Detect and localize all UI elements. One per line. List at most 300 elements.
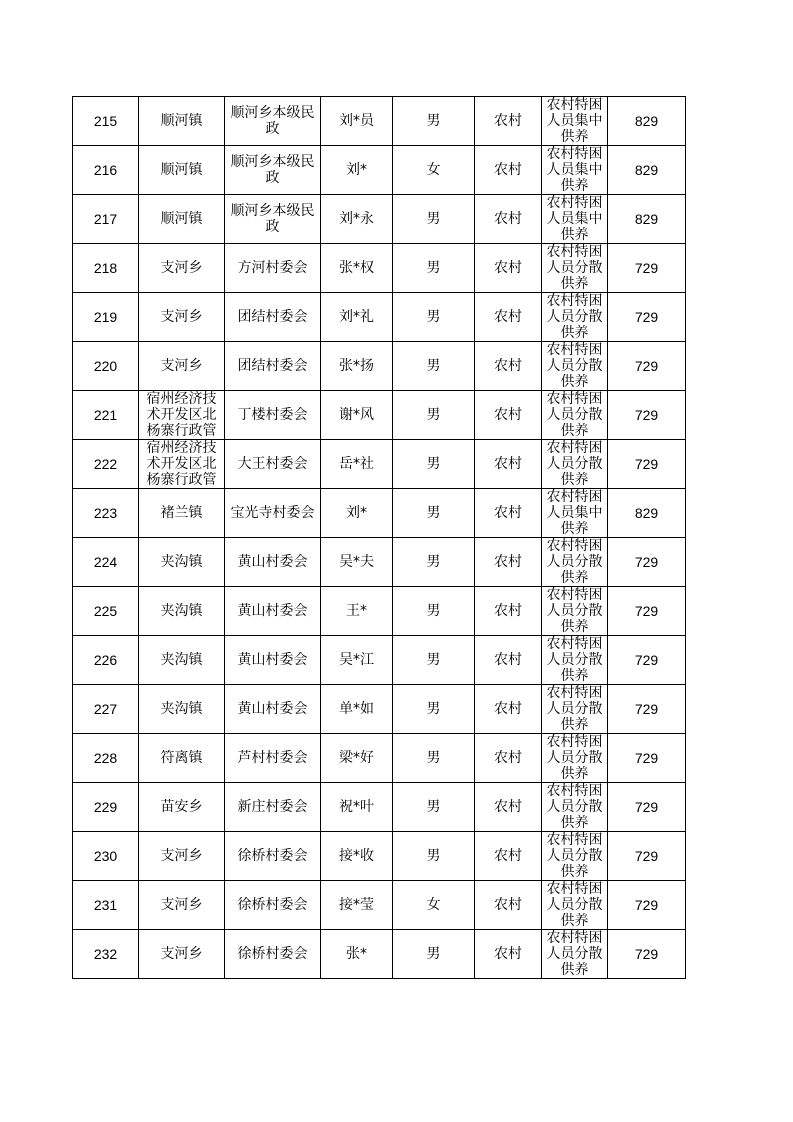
cell-amount-text: 729 (634, 554, 659, 570)
cell-village-unit-text: 芦村村委会 (237, 750, 308, 766)
cell-village-unit-text: 黄山村委会 (237, 701, 308, 717)
cell-town (139, 244, 225, 293)
cell-town-text: 夹沟镇 (160, 554, 203, 570)
cell-village-unit-text: 大王村委会 (237, 456, 308, 472)
cell-support-type-text: 农村特困人员分散供养 (546, 685, 603, 733)
cell-support-type (542, 293, 608, 342)
cell-amount-text: 729 (634, 358, 659, 374)
table-row (73, 293, 686, 342)
cell-village-unit-text: 顺河乡本级民政 (230, 154, 315, 186)
cell-town (139, 685, 225, 734)
table-row (73, 587, 686, 636)
cell-village-unit (225, 587, 321, 636)
cell-number (73, 195, 139, 244)
cell-area (475, 293, 542, 342)
cell-gender (393, 587, 475, 636)
cell-number (73, 244, 139, 293)
cell-number (73, 734, 139, 783)
cell-area (475, 930, 542, 979)
cell-village-unit-text: 徐桥村委会 (237, 848, 308, 864)
cell-amount-text: 729 (634, 701, 659, 717)
cell-number-text: 218 (93, 260, 118, 276)
cell-town (139, 832, 225, 881)
cell-amount (608, 832, 686, 881)
cell-gender-text: 男 (426, 505, 441, 521)
cell-number-text: 225 (93, 603, 118, 619)
cell-number-text: 220 (93, 358, 118, 374)
cell-area (475, 146, 542, 195)
cell-name (321, 881, 393, 930)
cell-amount (608, 195, 686, 244)
cell-name (321, 930, 393, 979)
cell-support-type-text: 农村特困人员分散供养 (546, 538, 603, 586)
cell-support-type (542, 342, 608, 391)
table-row (73, 391, 686, 440)
table-row (73, 881, 686, 930)
cell-area (475, 538, 542, 587)
cell-town-text: 褚兰镇 (160, 505, 203, 521)
cell-gender (393, 440, 475, 489)
cell-number (73, 342, 139, 391)
cell-name-text: 刘* (346, 162, 367, 178)
cell-name (321, 293, 393, 342)
cell-gender-text: 男 (426, 652, 441, 668)
cell-name (321, 244, 393, 293)
cell-number (73, 832, 139, 881)
cell-town (139, 538, 225, 587)
cell-town-text: 支河乡 (160, 897, 203, 913)
cell-amount-text: 729 (634, 848, 659, 864)
cell-town (139, 195, 225, 244)
cell-number-text: 227 (93, 701, 118, 717)
cell-number-text: 231 (93, 897, 118, 913)
cell-gender (393, 636, 475, 685)
cell-amount-text: 729 (634, 750, 659, 766)
cell-name-text: 岳*社 (339, 456, 374, 472)
cell-area-text: 农村 (494, 113, 522, 129)
cell-number (73, 538, 139, 587)
cell-amount (608, 685, 686, 734)
cell-name (321, 146, 393, 195)
cell-gender (393, 342, 475, 391)
cell-gender-text: 男 (426, 407, 441, 423)
cell-village-unit (225, 636, 321, 685)
cell-amount-text: 729 (634, 407, 659, 423)
cell-gender (393, 930, 475, 979)
cell-support-type (542, 244, 608, 293)
cell-area-text: 农村 (494, 162, 522, 178)
cell-name-text: 谢*风 (339, 407, 374, 423)
cell-town-text: 顺河镇 (160, 211, 203, 227)
cell-area (475, 783, 542, 832)
cell-town (139, 930, 225, 979)
cell-gender-text: 男 (426, 456, 441, 472)
cell-name (321, 342, 393, 391)
cell-number-text: 216 (93, 162, 118, 178)
cell-town-text: 支河乡 (160, 358, 203, 374)
cell-amount-text: 729 (634, 652, 659, 668)
table-row (73, 342, 686, 391)
cell-amount (608, 97, 686, 146)
cell-amount-text: 729 (634, 260, 659, 276)
cell-support-type (542, 97, 608, 146)
cell-town-text: 支河乡 (160, 946, 203, 962)
cell-town (139, 97, 225, 146)
cell-name (321, 832, 393, 881)
cell-village-unit (225, 538, 321, 587)
cell-number-text: 226 (93, 652, 118, 668)
cell-town (139, 440, 225, 489)
cell-area (475, 881, 542, 930)
cell-gender (393, 734, 475, 783)
cell-area-text: 农村 (494, 456, 522, 472)
cell-area-text: 农村 (494, 554, 522, 570)
cell-amount-text: 729 (634, 799, 659, 815)
cell-support-type-text: 农村特困人员分散供养 (546, 244, 603, 292)
table-row (73, 783, 686, 832)
cell-name-text: 接*莹 (339, 897, 374, 913)
cell-gender-text: 男 (426, 750, 441, 766)
cell-amount-text: 829 (634, 162, 659, 178)
cell-name (321, 587, 393, 636)
cell-village-unit-text: 黄山村委会 (237, 603, 308, 619)
cell-number-text: 224 (93, 554, 118, 570)
cell-name-text: 吴*江 (339, 652, 374, 668)
cell-name (321, 734, 393, 783)
cell-number-text: 229 (93, 799, 118, 815)
cell-area-text: 农村 (494, 652, 522, 668)
cell-village-unit (225, 293, 321, 342)
cell-town (139, 489, 225, 538)
cell-number-text: 232 (93, 946, 118, 962)
cell-area (475, 391, 542, 440)
cell-town (139, 342, 225, 391)
cell-number (73, 783, 139, 832)
cell-number-text: 222 (93, 456, 118, 472)
cell-village-unit (225, 440, 321, 489)
cell-support-type (542, 734, 608, 783)
cell-name-text: 接*收 (339, 848, 374, 864)
cell-village-unit-text: 丁楼村委会 (237, 407, 308, 423)
cell-number (73, 293, 139, 342)
cell-area-text: 农村 (494, 701, 522, 717)
beneficiary-table (72, 96, 686, 979)
cell-name-text: 刘*礼 (339, 309, 374, 325)
cell-name-text: 梁*好 (339, 750, 374, 766)
cell-town-text: 宿州经济技术开发区北杨寨行政管 (146, 440, 217, 488)
cell-support-type (542, 685, 608, 734)
table-row (73, 440, 686, 489)
cell-area (475, 244, 542, 293)
cell-village-unit (225, 734, 321, 783)
cell-town (139, 391, 225, 440)
cell-gender (393, 293, 475, 342)
cell-town (139, 783, 225, 832)
cell-name-text: 刘*永 (339, 211, 374, 227)
cell-gender-text: 男 (426, 358, 441, 374)
cell-number-text: 223 (93, 505, 118, 521)
cell-support-type-text: 农村特困人员分散供养 (546, 342, 603, 390)
cell-town (139, 146, 225, 195)
cell-number (73, 489, 139, 538)
cell-name-text: 张*权 (339, 260, 374, 276)
cell-amount (608, 783, 686, 832)
table-row (73, 146, 686, 195)
cell-village-unit (225, 97, 321, 146)
cell-gender (393, 538, 475, 587)
cell-support-type (542, 489, 608, 538)
cell-village-unit-text: 黄山村委会 (237, 652, 308, 668)
cell-gender-text: 男 (426, 554, 441, 570)
table-row (73, 97, 686, 146)
cell-area-text: 农村 (494, 309, 522, 325)
cell-gender (393, 832, 475, 881)
cell-village-unit (225, 244, 321, 293)
cell-amount-text: 729 (634, 897, 659, 913)
cell-village-unit (225, 832, 321, 881)
cell-area-text: 农村 (494, 848, 522, 864)
cell-town (139, 734, 225, 783)
cell-number (73, 97, 139, 146)
cell-number (73, 881, 139, 930)
cell-name (321, 685, 393, 734)
cell-area (475, 440, 542, 489)
cell-gender (393, 244, 475, 293)
cell-town (139, 636, 225, 685)
cell-name (321, 489, 393, 538)
cell-gender (393, 146, 475, 195)
cell-amount (608, 342, 686, 391)
cell-number-text: 221 (93, 407, 118, 423)
cell-name (321, 636, 393, 685)
cell-area-text: 农村 (494, 946, 522, 962)
cell-area-text: 农村 (494, 358, 522, 374)
cell-gender-text: 男 (426, 211, 441, 227)
cell-gender-text: 男 (426, 260, 441, 276)
cell-gender (393, 97, 475, 146)
cell-town-text: 顺河镇 (160, 113, 203, 129)
cell-town-text: 顺河镇 (160, 162, 203, 178)
cell-name (321, 783, 393, 832)
cell-area (475, 587, 542, 636)
cell-village-unit (225, 685, 321, 734)
cell-gender-text: 男 (426, 309, 441, 325)
table-row (73, 489, 686, 538)
cell-town (139, 293, 225, 342)
cell-number (73, 685, 139, 734)
cell-amount (608, 881, 686, 930)
cell-area (475, 636, 542, 685)
cell-support-type-text: 农村特困人员分散供养 (546, 440, 603, 488)
cell-area-text: 农村 (494, 505, 522, 521)
cell-gender (393, 881, 475, 930)
cell-area-text: 农村 (494, 211, 522, 227)
cell-support-type (542, 391, 608, 440)
cell-number-text: 230 (93, 848, 118, 864)
cell-number (73, 930, 139, 979)
cell-village-unit-text: 团结村委会 (237, 358, 308, 374)
cell-support-type (542, 195, 608, 244)
cell-amount-text: 729 (634, 309, 659, 325)
cell-area (475, 97, 542, 146)
cell-gender (393, 391, 475, 440)
cell-gender-text: 男 (426, 799, 441, 815)
cell-amount-text: 829 (634, 113, 659, 129)
cell-support-type-text: 农村特困人员分散供养 (546, 636, 603, 684)
cell-area-text: 农村 (494, 603, 522, 619)
cell-name-text: 祝*叶 (339, 799, 374, 815)
cell-town (139, 881, 225, 930)
table-row (73, 930, 686, 979)
cell-town-text: 支河乡 (160, 260, 203, 276)
cell-amount (608, 930, 686, 979)
cell-number (73, 391, 139, 440)
cell-amount-text: 729 (634, 456, 659, 472)
cell-name-text: 刘*员 (339, 113, 374, 129)
table-row (73, 685, 686, 734)
cell-support-type-text: 农村特困人员集中供养 (546, 146, 603, 194)
cell-name-text: 吴*夫 (339, 554, 374, 570)
cell-town-text: 苗安乡 (160, 799, 203, 815)
cell-village-unit (225, 489, 321, 538)
cell-gender (393, 489, 475, 538)
cell-town-text: 支河乡 (160, 848, 203, 864)
table-row (73, 832, 686, 881)
cell-village-unit-text: 徐桥村委会 (237, 897, 308, 913)
cell-support-type-text: 农村特困人员集中供养 (546, 195, 603, 243)
cell-amount (608, 146, 686, 195)
cell-area-text: 农村 (494, 799, 522, 815)
cell-amount-text: 829 (634, 505, 659, 521)
cell-support-type (542, 440, 608, 489)
cell-village-unit-text: 顺河乡本级民政 (230, 203, 315, 235)
cell-support-type-text: 农村特困人员分散供养 (546, 832, 603, 880)
cell-gender-text: 男 (426, 701, 441, 717)
cell-area-text: 农村 (494, 260, 522, 276)
cell-village-unit (225, 195, 321, 244)
cell-amount (608, 244, 686, 293)
cell-support-type (542, 930, 608, 979)
cell-support-type (542, 783, 608, 832)
cell-village-unit (225, 881, 321, 930)
cell-number-text: 228 (93, 750, 118, 766)
cell-name-text: 张* (346, 946, 367, 962)
cell-village-unit (225, 930, 321, 979)
cell-name (321, 391, 393, 440)
cell-number (73, 636, 139, 685)
cell-gender-text: 女 (426, 162, 441, 178)
cell-amount (608, 538, 686, 587)
cell-village-unit (225, 783, 321, 832)
cell-name-text: 张*扬 (339, 358, 374, 374)
cell-amount (608, 391, 686, 440)
cell-area (475, 342, 542, 391)
table-row (73, 538, 686, 587)
cell-support-type-text: 农村特困人员分散供养 (546, 881, 603, 929)
cell-amount-text: 729 (634, 946, 659, 962)
cell-support-type-text: 农村特困人员集中供养 (546, 97, 603, 145)
cell-area (475, 489, 542, 538)
cell-town-text: 夹沟镇 (160, 701, 203, 717)
cell-amount (608, 489, 686, 538)
cell-support-type (542, 587, 608, 636)
cell-support-type-text: 农村特困人员分散供养 (546, 391, 603, 439)
cell-town-text: 宿州经济技术开发区北杨寨行政管 (146, 391, 217, 439)
cell-gender-text: 男 (426, 113, 441, 129)
cell-number-text: 219 (93, 309, 118, 325)
table-row (73, 636, 686, 685)
cell-town-text: 夹沟镇 (160, 603, 203, 619)
cell-name-text: 刘* (346, 505, 367, 521)
cell-village-unit-text: 团结村委会 (237, 309, 308, 325)
cell-support-type (542, 832, 608, 881)
table-row (73, 244, 686, 293)
cell-name-text: 王* (346, 603, 367, 619)
cell-name (321, 195, 393, 244)
cell-gender (393, 783, 475, 832)
cell-name (321, 440, 393, 489)
cell-village-unit-text: 顺河乡本级民政 (230, 105, 315, 137)
cell-amount (608, 636, 686, 685)
cell-village-unit-text: 方河村委会 (237, 260, 308, 276)
cell-name (321, 538, 393, 587)
cell-area-text: 农村 (494, 897, 522, 913)
cell-amount (608, 734, 686, 783)
cell-support-type-text: 农村特困人员分散供养 (546, 783, 603, 831)
cell-gender (393, 195, 475, 244)
cell-town-text: 支河乡 (160, 309, 203, 325)
cell-town-text: 夹沟镇 (160, 652, 203, 668)
cell-amount-text: 729 (634, 603, 659, 619)
cell-village-unit (225, 391, 321, 440)
cell-village-unit-text: 宝光寺村委会 (230, 505, 315, 521)
cell-village-unit (225, 342, 321, 391)
cell-gender (393, 685, 475, 734)
cell-village-unit-text: 徐桥村委会 (237, 946, 308, 962)
cell-gender-text: 女 (426, 897, 441, 913)
cell-area-text: 农村 (494, 407, 522, 423)
cell-town-text: 符离镇 (160, 750, 203, 766)
table-row (73, 195, 686, 244)
cell-number-text: 215 (93, 113, 118, 129)
cell-amount-text: 829 (634, 211, 659, 227)
cell-amount (608, 293, 686, 342)
cell-gender-text: 男 (426, 946, 441, 962)
table-row (73, 734, 686, 783)
cell-area (475, 685, 542, 734)
table-body (73, 97, 686, 979)
cell-number (73, 440, 139, 489)
cell-area (475, 832, 542, 881)
cell-number-text: 217 (93, 211, 118, 227)
cell-village-unit (225, 146, 321, 195)
cell-amount (608, 440, 686, 489)
cell-support-type-text: 农村特困人员分散供养 (546, 293, 603, 341)
cell-village-unit-text: 黄山村委会 (237, 554, 308, 570)
cell-number (73, 587, 139, 636)
cell-support-type (542, 881, 608, 930)
cell-support-type-text: 农村特困人员分散供养 (546, 930, 603, 978)
cell-support-type-text: 农村特困人员集中供养 (546, 489, 603, 537)
cell-amount (608, 587, 686, 636)
cell-support-type-text: 农村特困人员分散供养 (546, 734, 603, 782)
cell-name-text: 单*如 (339, 701, 374, 717)
cell-number (73, 146, 139, 195)
cell-gender-text: 男 (426, 848, 441, 864)
cell-support-type-text: 农村特困人员分散供养 (546, 587, 603, 635)
cell-area (475, 734, 542, 783)
cell-name (321, 97, 393, 146)
